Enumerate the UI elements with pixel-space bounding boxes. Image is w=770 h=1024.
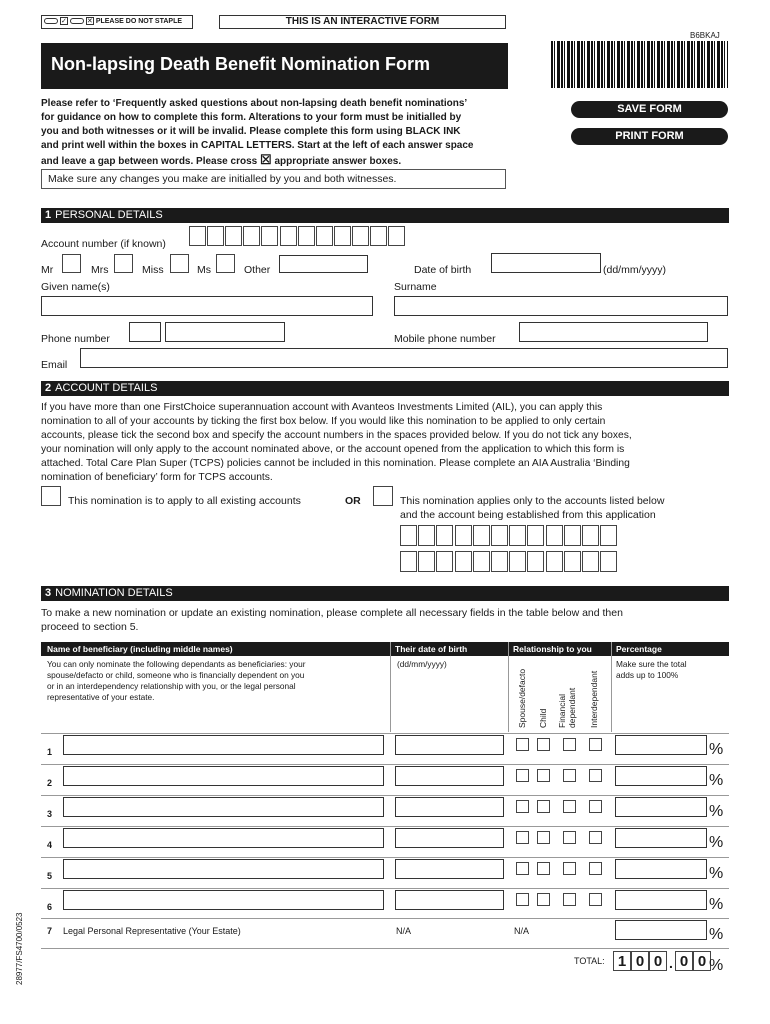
listed-account-cell[interactable]	[455, 525, 472, 546]
account-number-cell[interactable]	[388, 226, 405, 246]
account-number-label: Account number (if known)	[41, 238, 166, 250]
account-number-cell[interactable]	[298, 226, 315, 246]
account-number-cell[interactable]	[225, 226, 242, 246]
row-number: 6	[47, 902, 53, 912]
section-title: NOMINATION DETAILS	[55, 587, 173, 599]
account-number-cell[interactable]	[243, 226, 260, 246]
phone-number-input[interactable]	[165, 322, 285, 342]
rel-interdependant-label: Interdependant	[589, 670, 599, 728]
email-input[interactable]	[80, 348, 728, 368]
staple-notice	[41, 15, 193, 29]
rel-spouse-label: Spouse/defacto	[517, 668, 527, 728]
percent-symbol: %	[709, 865, 724, 882]
listed-account-cell[interactable]	[436, 551, 453, 572]
paragraph-line: accounts, please tick the second box and specify the account numbers in the spaces provided below. If you do not tick any boxes,	[41, 430, 632, 441]
relationship-spouse-checkbox[interactable]	[516, 769, 529, 782]
row-number: 1	[47, 747, 53, 757]
row-7-percent-symbol: %	[709, 926, 724, 943]
beneficiary-percentage-input[interactable]	[615, 859, 707, 879]
beneficiary-name-input[interactable]	[63, 828, 384, 848]
beneficiary-name-input[interactable]	[63, 797, 384, 817]
account-number-cell[interactable]	[334, 226, 351, 246]
relationship-child-checkbox[interactable]	[537, 800, 550, 813]
column-divider	[390, 642, 391, 732]
total-digit: 0	[649, 951, 667, 971]
total-label: TOTAL:	[574, 956, 605, 966]
or-label: OR	[345, 495, 361, 507]
cross-box-icon: ☒	[260, 152, 272, 167]
listed-account-cell[interactable]	[509, 551, 526, 572]
given-name-input[interactable]	[41, 296, 373, 316]
note-line: or in an interdependency relationship with you, or the legal personal	[47, 681, 296, 691]
section-number: 1	[45, 209, 52, 221]
account-details-text	[41, 401, 731, 485]
cross-icon: ✕	[86, 18, 93, 26]
paragraph-line: your nomination will only apply to the account nominated above, or the account opened from the application to which this form is	[41, 444, 625, 455]
print-form-button[interactable]: PRINT FORM	[571, 128, 728, 145]
listed-accounts-checkbox[interactable]	[373, 486, 393, 506]
beneficiary-percentage-input[interactable]	[615, 797, 707, 817]
row-divider	[41, 795, 729, 796]
listed-account-cell[interactable]	[418, 551, 435, 572]
listed-account-cell[interactable]	[491, 551, 508, 572]
total-decimal-point: .	[669, 955, 673, 971]
section-number: 3	[45, 587, 52, 599]
account-number-cell[interactable]	[207, 226, 224, 246]
title-mr-label: Mr	[41, 264, 54, 276]
account-number-cell[interactable]	[316, 226, 333, 246]
percent-symbol: %	[709, 803, 724, 820]
listed-account-cell[interactable]	[436, 525, 453, 546]
row-divider	[41, 764, 729, 765]
beneficiary-dob-input[interactable]	[395, 828, 504, 848]
relationship-spouse-checkbox[interactable]	[516, 862, 529, 875]
intro-line: and print well within the boxes in CAPITAL LETTERS. Start at the left of each answer space	[41, 140, 474, 151]
row-divider	[41, 826, 729, 827]
total-digit: 0	[693, 951, 711, 971]
percent-symbol: %	[709, 741, 724, 758]
save-form-button[interactable]: SAVE FORM	[571, 101, 728, 118]
listed-account-cell[interactable]	[564, 525, 581, 546]
phone-label: Phone number	[41, 333, 110, 345]
mobile-label: Mobile phone number	[394, 333, 496, 345]
dob-format-hint: (dd/mm/yyyy)	[603, 264, 666, 276]
beneficiary-percentage-input[interactable]	[615, 766, 707, 786]
intro-text	[41, 97, 531, 169]
account-number-cell[interactable]	[280, 226, 297, 246]
beneficiary-percentage-input[interactable]	[615, 735, 707, 755]
relationship-child-checkbox[interactable]	[537, 831, 550, 844]
email-label: Email	[41, 359, 68, 371]
total-percent-symbol: %	[709, 957, 724, 974]
account-number-cell[interactable]	[370, 226, 387, 246]
intro-line: for guidance on how to complete this form. Alterations to your form must be initialled by	[41, 112, 462, 123]
barcode-code: B6BKAJ	[690, 31, 720, 40]
paragraph-line: To make a new nomination or update an existing nomination, please complete all necessary fields in the table below and then	[41, 607, 623, 619]
listed-account-cell[interactable]	[527, 551, 544, 572]
section-title: PERSONAL DETAILS	[55, 209, 163, 221]
nomination-table-header	[41, 642, 729, 656]
beneficiary-name-input[interactable]	[63, 735, 384, 755]
total-digit: 0	[631, 951, 649, 971]
surname-label: Surname	[394, 281, 437, 293]
listed-account-cell[interactable]	[546, 551, 563, 572]
relationship-spouse-checkbox[interactable]	[516, 738, 529, 751]
relationship-spouse-checkbox[interactable]	[516, 831, 529, 844]
listed-account-cell[interactable]	[509, 525, 526, 546]
listed-account-cell[interactable]	[546, 525, 563, 546]
beneficiary-percentage-input[interactable]	[615, 828, 707, 848]
account-number-cell[interactable]	[189, 226, 206, 246]
beneficiary-dob-input[interactable]	[395, 735, 504, 755]
total-digit: 1	[613, 951, 631, 971]
listed-account-cell[interactable]	[600, 525, 617, 546]
title-mrs-checkbox[interactable]	[114, 254, 133, 273]
column-divider	[508, 642, 509, 732]
note-line: Make sure the total	[616, 659, 687, 669]
col-pct-header: Percentage	[616, 644, 662, 654]
rel-child-label: Child	[538, 708, 548, 728]
paragraph-line: attached. Total Care Plan Super (TCPS) policies cannot be included in this nomination. Please complete an AIA Australia ‘Binding	[41, 458, 630, 469]
beneficiary-name-input[interactable]	[63, 859, 384, 879]
beneficiary-dob-input[interactable]	[395, 859, 504, 879]
relationship-financial-checkbox[interactable]	[563, 800, 576, 813]
relationship-child-checkbox[interactable]	[537, 738, 550, 751]
beneficiary-name-input[interactable]	[63, 890, 384, 910]
interactive-form-text: THIS IS AN INTERACTIVE FORM	[285, 16, 440, 27]
paperclip-icon	[70, 18, 84, 24]
column-divider	[611, 642, 612, 732]
title-ms-label: Ms	[197, 264, 211, 276]
nomination-intro	[41, 606, 623, 634]
title-other-input[interactable]	[279, 255, 368, 273]
relationship-spouse-checkbox[interactable]	[516, 800, 529, 813]
row-divider	[41, 888, 729, 889]
col-rel-header: Relationship to you	[513, 644, 592, 654]
title-miss-label: Miss	[142, 264, 164, 276]
title-mr-checkbox[interactable]	[62, 254, 81, 273]
title-other-label: Other	[244, 264, 271, 276]
intro-line: Please refer to ‘Frequently asked questions about non-lapsing death benefit nominations’	[41, 98, 468, 109]
row-divider	[41, 733, 729, 734]
listed-account-cell[interactable]	[491, 525, 508, 546]
paragraph-line: nomination of beneficiary’ form for TCPS accounts.	[41, 472, 273, 483]
relationship-interdependant-checkbox[interactable]	[589, 738, 602, 751]
listed-account-cell[interactable]	[455, 551, 472, 572]
section-2-header	[41, 381, 729, 396]
listed-account-cell[interactable]	[527, 525, 544, 546]
relationship-child-checkbox[interactable]	[537, 862, 550, 875]
relationship-financial-checkbox[interactable]	[563, 769, 576, 782]
rel-financial-label-2: dependant	[567, 687, 577, 728]
section-title: ACCOUNT DETAILS	[55, 382, 158, 394]
beneficiary-dob-input[interactable]	[395, 766, 504, 786]
initial-notice	[41, 169, 506, 189]
intro-line	[41, 153, 531, 169]
paragraph-line: If you have more than one FirstChoice superannuation account with Avanteos Investments Limited (AIL), you can apply this	[41, 402, 603, 413]
listed-account-cell[interactable]	[582, 551, 599, 572]
listed-account-cell[interactable]	[600, 551, 617, 572]
listed-account-cell[interactable]	[582, 525, 599, 546]
row-number: 5	[47, 871, 53, 881]
percent-symbol: %	[709, 896, 724, 913]
section-3-header	[41, 586, 729, 601]
title-ms-checkbox[interactable]	[216, 254, 235, 273]
staple-icon	[44, 18, 58, 24]
name-column-note	[47, 659, 305, 703]
dob-label: Date of birth	[414, 264, 472, 276]
note-line: representative of your estate.	[47, 692, 155, 702]
relationship-child-checkbox[interactable]	[537, 769, 550, 782]
dob-input[interactable]	[491, 253, 601, 273]
title-miss-checkbox[interactable]	[170, 254, 189, 273]
row-number: 3	[47, 809, 53, 819]
note-line: You can only nominate the following dependants as beneficiaries: your	[47, 659, 306, 669]
relationship-spouse-checkbox[interactable]	[516, 893, 529, 906]
account-number-cell[interactable]	[261, 226, 278, 246]
listed-account-cell[interactable]	[473, 525, 490, 546]
given-name-label: Given name(s)	[41, 281, 110, 293]
intro-line: you and both witnesses or it will be invalid. Please complete this form using BLACK INK	[41, 126, 461, 137]
listed-account-cell[interactable]	[400, 525, 417, 546]
surname-input[interactable]	[394, 296, 728, 316]
row-divider	[41, 948, 729, 949]
relationship-interdependant-checkbox[interactable]	[589, 893, 602, 906]
rel-financial-label-1: Financial	[557, 693, 567, 728]
listed-account-cell[interactable]	[400, 551, 417, 572]
listed-account-cell[interactable]	[418, 525, 435, 546]
interactive-form-label	[219, 15, 506, 29]
row-7-dob: N/A	[396, 926, 412, 936]
dob-column-note: (dd/mm/yyyy)	[397, 659, 447, 669]
pct-column-note	[616, 659, 687, 681]
row-7-label: Legal Personal Representative (Your Estate)	[63, 926, 241, 936]
col-dob-header: Their date of birth	[395, 644, 468, 654]
col-name-header: Name of beneficiary (including middle names)	[47, 644, 233, 654]
section-1-header	[41, 208, 729, 223]
relationship-interdependant-checkbox[interactable]	[589, 769, 602, 782]
total-digit: 0	[675, 951, 693, 971]
staple-notice-text: PLEASE DO NOT STAPLE	[95, 18, 183, 25]
mobile-input[interactable]	[519, 322, 708, 342]
relationship-financial-checkbox[interactable]	[563, 862, 576, 875]
initial-notice-text: Make sure any changes you make are initialled by you and both witnesses.	[48, 173, 397, 185]
section-number: 2	[45, 382, 52, 394]
row-number: 4	[47, 840, 53, 850]
row-divider	[41, 857, 729, 858]
form-title: Non-lapsing Death Benefit Nomination Form	[51, 54, 431, 74]
account-number-cell[interactable]	[352, 226, 369, 246]
tick-icon: ✓	[61, 18, 67, 26]
beneficiary-percentage-input[interactable]	[615, 890, 707, 910]
listed-accounts-label-2: and the account being established from this application	[400, 509, 656, 521]
all-accounts-checkbox[interactable]	[41, 486, 61, 506]
note-line: spouse/defacto or child, someone who is financially dependent on you	[47, 670, 305, 680]
form-code: 28977/FS4700/0523	[15, 912, 24, 985]
row-divider	[41, 918, 729, 919]
row-7-number: 7	[47, 926, 53, 936]
all-accounts-label: This nomination is to apply to all existing accounts	[68, 495, 301, 507]
listed-account-cell[interactable]	[564, 551, 581, 572]
row-number: 2	[47, 778, 53, 788]
listed-account-cell[interactable]	[473, 551, 490, 572]
beneficiary-dob-input[interactable]	[395, 890, 504, 910]
beneficiary-name-input[interactable]	[63, 766, 384, 786]
relationship-child-checkbox[interactable]	[537, 893, 550, 906]
row-7-percentage-input[interactable]	[615, 920, 707, 940]
relationship-interdependant-checkbox[interactable]	[589, 800, 602, 813]
beneficiary-dob-input[interactable]	[395, 797, 504, 817]
relationship-financial-checkbox[interactable]	[563, 893, 576, 906]
paragraph-line: nomination to all of your accounts by ticking the first box below. If you would like this nomination to be applied to only certain	[41, 416, 606, 427]
title-mrs-label: Mrs	[91, 264, 109, 276]
phone-area-code-input[interactable]	[129, 322, 161, 342]
relationship-interdependant-checkbox[interactable]	[589, 831, 602, 844]
relationship-financial-checkbox[interactable]	[563, 831, 576, 844]
paragraph-line: proceed to section 5.	[41, 621, 139, 633]
listed-accounts-label-1: This nomination applies only to the accounts listed below	[400, 495, 665, 507]
intro-line-text: and leave a gap between words. Please cross	[41, 156, 258, 167]
row-7-relationship: N/A	[514, 926, 530, 936]
barcode-image	[551, 41, 728, 88]
percent-symbol: %	[709, 834, 724, 851]
relationship-financial-checkbox[interactable]	[563, 738, 576, 751]
note-line: adds up to 100%	[616, 670, 679, 680]
relationship-interdependant-checkbox[interactable]	[589, 862, 602, 875]
percent-symbol: %	[709, 772, 724, 789]
intro-line-text: appropriate answer boxes.	[274, 156, 402, 167]
